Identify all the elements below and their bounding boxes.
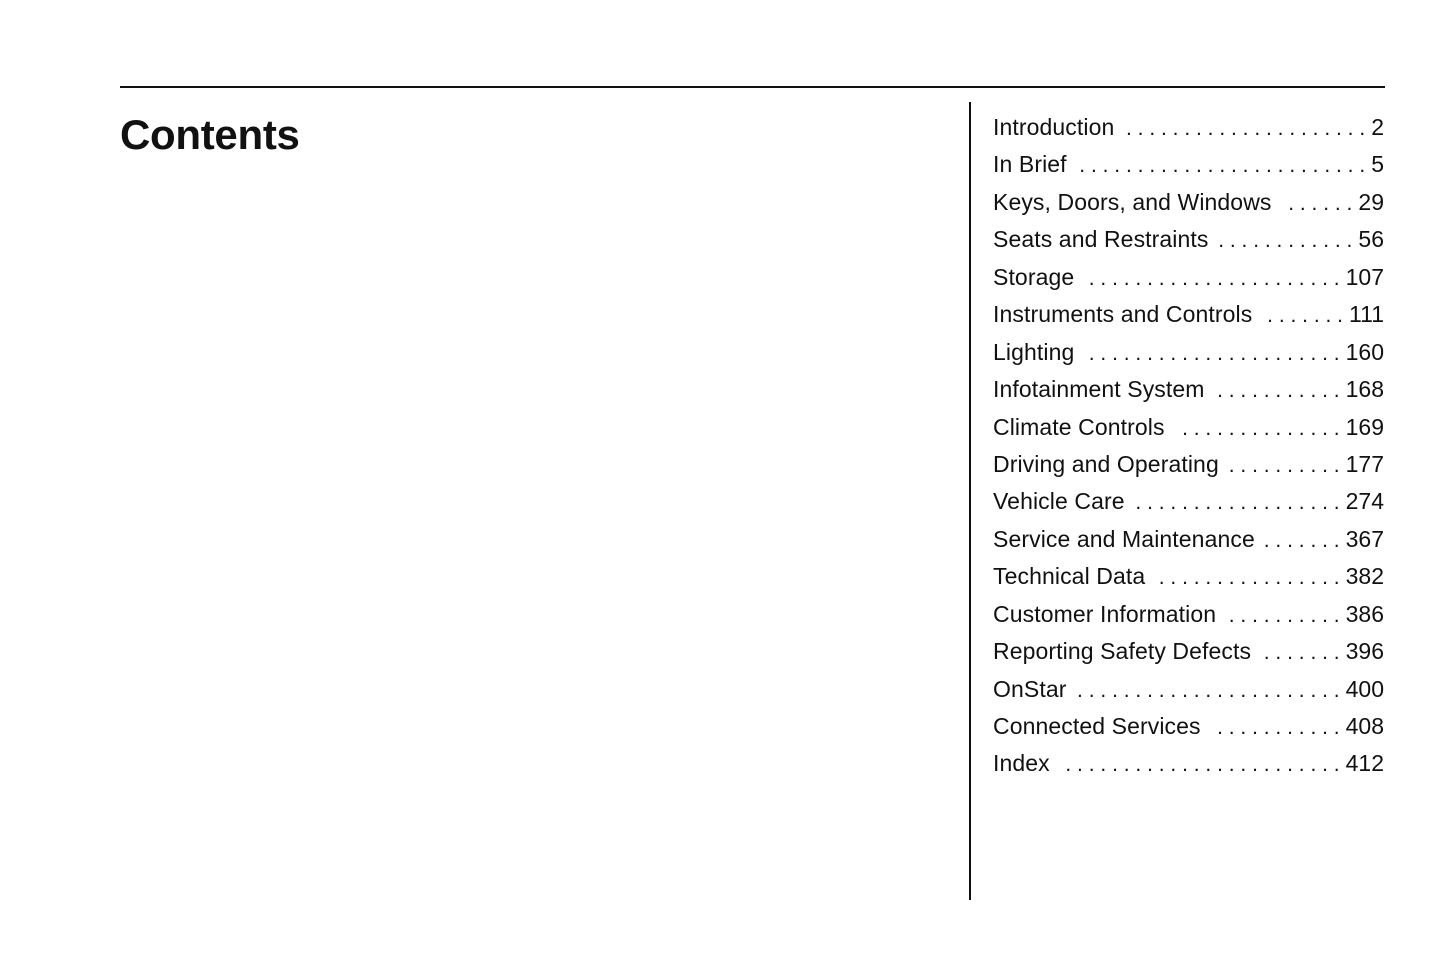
- toc-dot-leader: [1135, 484, 1346, 520]
- toc-entry-instruments-controls[interactable]: [993, 296, 1384, 333]
- toc-dot-leader: [1084, 335, 1345, 371]
- toc-page-number: 177: [1345, 450, 1384, 477]
- column-divider: [969, 102, 971, 900]
- toc-entry-label: Storage: [993, 263, 1075, 290]
- page-title: Contents: [120, 111, 300, 158]
- table-of-contents: [993, 109, 1384, 783]
- toc-page-number: 382: [1345, 563, 1384, 590]
- toc-entry-driving-operating[interactable]: [993, 446, 1384, 483]
- toc-dot-leader: [1175, 410, 1346, 446]
- toc-entry-seats-restraints[interactable]: [993, 221, 1384, 258]
- toc-dot-leader: [1226, 597, 1345, 633]
- toc-entry-label: Keys, Doors, and Windows: [993, 188, 1272, 215]
- toc-entry-label: Connected Services: [993, 713, 1201, 739]
- toc-dot-leader: [1084, 260, 1345, 296]
- toc-entry-technical-data[interactable]: [993, 558, 1384, 595]
- toc-entry-in-brief[interactable]: [993, 146, 1384, 183]
- toc-page-number: 400: [1345, 675, 1384, 702]
- toc-entry-label: Service and Maintenance: [993, 525, 1255, 552]
- toc-entry-onstar[interactable]: [993, 671, 1384, 708]
- toc-page-number: 56: [1358, 226, 1384, 253]
- toc-entry-connected-services[interactable]: [993, 708, 1384, 745]
- toc-dot-leader: [1124, 110, 1371, 146]
- toc-page-number: 168: [1345, 376, 1384, 403]
- toc-entry-label: Driving and Operating: [993, 450, 1219, 477]
- toc-entry-label: OnStar: [993, 675, 1067, 702]
- toc-page-number: 386: [1345, 600, 1384, 627]
- toc-dot-leader: [1282, 185, 1359, 221]
- toc-page-number: 396: [1345, 638, 1384, 665]
- toc-entry-introduction[interactable]: [993, 109, 1384, 146]
- toc-entry-vehicle-care[interactable]: [993, 483, 1384, 520]
- toc-entry-keys-doors-windows[interactable]: [993, 184, 1384, 221]
- toc-entry-reporting-safety-defects[interactable]: [993, 633, 1384, 670]
- toc-entry-label: Climate Controls: [993, 413, 1165, 440]
- toc-dot-leader: [1060, 746, 1346, 782]
- toc-dot-leader: [1265, 522, 1346, 558]
- toc-entry-label: Lighting: [993, 338, 1075, 365]
- toc-entry-lighting[interactable]: [993, 334, 1384, 371]
- toc-page-number: 367: [1345, 525, 1384, 552]
- toc-dot-leader: [1262, 297, 1349, 333]
- toc-entry-climate-controls[interactable]: [993, 409, 1384, 446]
- toc-entry-label: In Brief: [993, 151, 1067, 178]
- toc-dot-leader: [1215, 372, 1346, 408]
- toc-entry-label: Infotainment System: [993, 376, 1205, 403]
- toc-dot-leader: [1211, 709, 1346, 745]
- toc-dot-leader: [1229, 447, 1346, 483]
- toc-entry-service-maintenance[interactable]: [993, 521, 1384, 558]
- toc-page-number: 5: [1371, 151, 1384, 178]
- toc-dot-leader: [1261, 634, 1346, 670]
- toc-dot-leader: [1076, 672, 1345, 708]
- toc-dot-leader: [1155, 559, 1345, 595]
- toc-page-number: 160: [1345, 338, 1384, 365]
- toc-page-number: 169: [1345, 413, 1384, 440]
- toc-page-number: 29: [1358, 188, 1384, 215]
- toc-page-number: 412: [1345, 750, 1384, 777]
- toc-entry-label: Index: [993, 750, 1050, 777]
- toc-entry-label: Technical Data: [993, 563, 1146, 590]
- toc-entry-label: Introduction: [993, 114, 1115, 140]
- top-rule: [120, 86, 1385, 88]
- toc-page-number: 111: [1349, 301, 1384, 328]
- toc-dot-leader: [1077, 147, 1372, 183]
- toc-dot-leader: [1219, 222, 1359, 258]
- toc-page-number: 408: [1345, 713, 1384, 739]
- toc-entry-index[interactable]: [993, 745, 1384, 782]
- toc-entry-label: Reporting Safety Defects: [993, 638, 1252, 665]
- toc-entry-customer-information[interactable]: [993, 596, 1384, 633]
- toc-entry-infotainment-system[interactable]: [993, 371, 1384, 408]
- toc-entry-storage[interactable]: [993, 259, 1384, 296]
- toc-page-number: 2: [1371, 114, 1384, 140]
- toc-page-number: 274: [1345, 488, 1384, 515]
- toc-entry-label: Customer Information: [993, 600, 1217, 627]
- toc-entry-label: Vehicle Care: [993, 488, 1125, 515]
- toc-page-number: 107: [1345, 263, 1384, 290]
- toc-entry-label: Seats and Restraints: [993, 226, 1209, 253]
- toc-entry-label: Instruments and Controls: [993, 301, 1253, 328]
